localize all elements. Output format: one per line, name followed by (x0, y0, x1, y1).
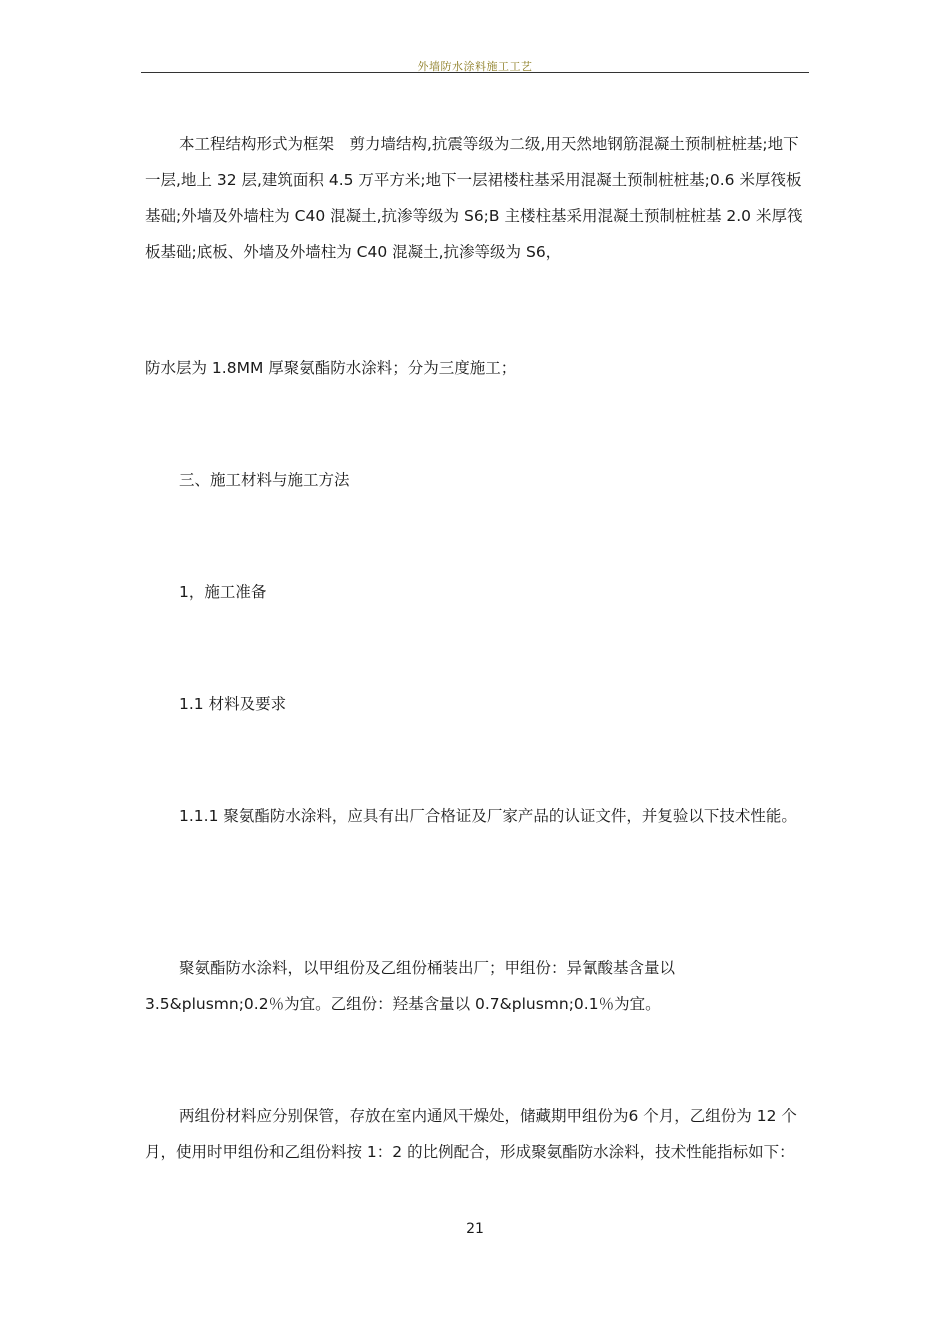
heading-materials-requirements: 1.1 材料及要求 (179, 695, 287, 713)
heading-section-3: 三、施工材料与施工方法 (179, 471, 350, 489)
paragraph-waterproof-layer: 防水层为 1.8MM 厚聚氨酯防水涂料；分为三度施工； (145, 359, 517, 377)
paragraph-project-structure: 本工程结构形式为框架 剪力墙结构,抗震等级为二级,用天然地钢筋混凝土预制桩桩基;地下一层,地上 32 层,建筑面积 4.5 万平方米;地下一层裙楼柱基采用混凝土预制桩桩基;0.6 米厚筏板基础;外墙及外墙柱为 C40 混凝土,抗渗等级为 S6;B 主楼柱基采用混凝土预制桩桩基 2.0 米厚筏板基础;底板、外墙及外墙柱为 C40 混凝土,抗渗等级为 S6， (145, 135, 803, 261)
paragraph-coating-certification: 1.1.1 聚氨酯防水涂料，应具有出厂合格证及厂家产品的认证文件，并复验以下技术性能。 (179, 807, 797, 825)
header-divider (141, 72, 809, 73)
header-title: 外墙防水涂料施工工艺 (417, 60, 533, 73)
paragraph-component-content: 聚氨酯防水涂料，以甲组份及乙组份桶装出厂；甲组份：异氰酸基含量以 3.5&plusmn;0.2％为宜。乙组份：羟基含量以 0.7&plusmn;0.1％为宜。 (145, 959, 676, 1013)
heading-construction-prep: 1，施工准备 (179, 583, 267, 601)
paragraph-storage-mixing: 两组份材料应分别保管，存放在室内通风干燥处，储藏期甲组份为6 个月，乙组份为 12 个月，使用时甲组份和乙组份料按 1：2 的比例配合，形成聚氨酯防水涂料，技术性能指标如下： (145, 1107, 797, 1161)
page-number: 21 (466, 1221, 484, 1237)
